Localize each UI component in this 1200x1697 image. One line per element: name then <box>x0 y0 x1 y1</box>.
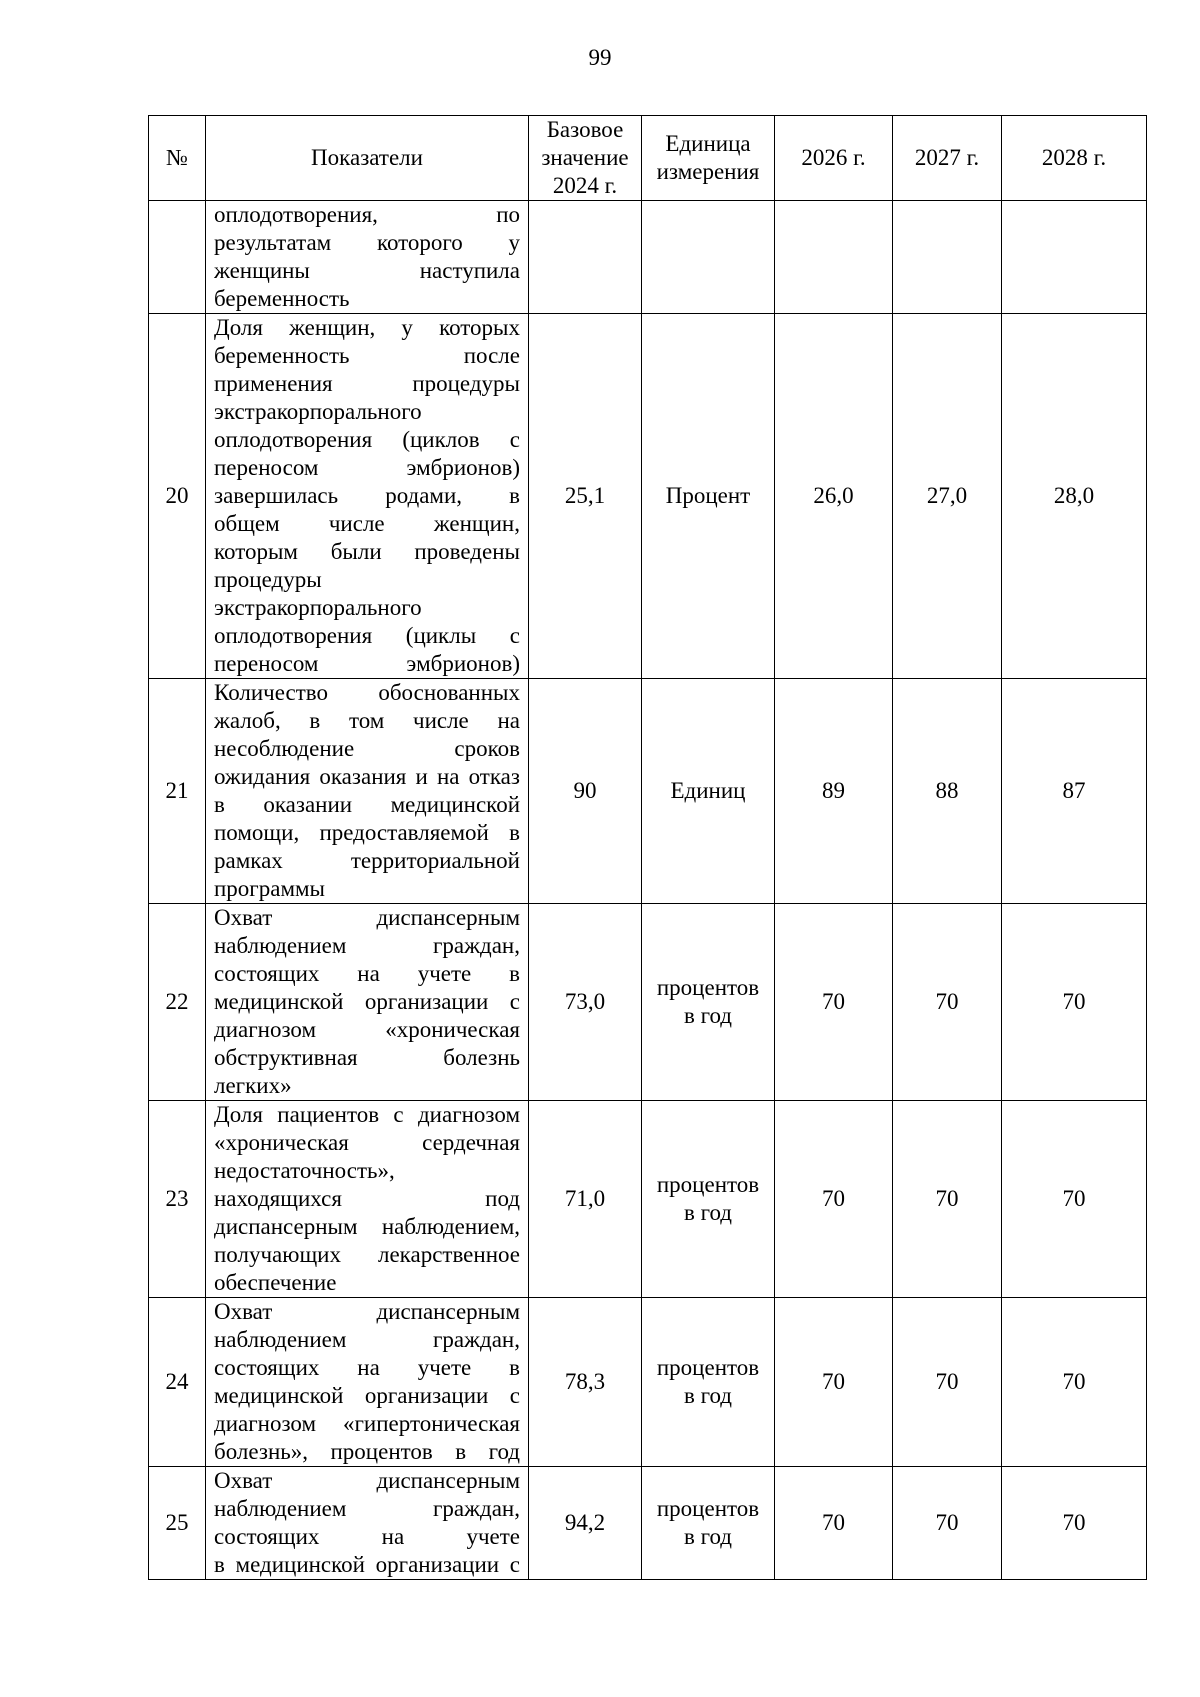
unit-cell <box>642 679 775 904</box>
row-number: 20 <box>149 314 206 679</box>
indicator-line: Охват диспансерным <box>214 1299 520 1324</box>
indicator-description <box>206 1467 529 1580</box>
indicator-line: женщины наступила <box>214 258 520 283</box>
unit-cell <box>642 1101 775 1298</box>
base-value: 78,3 <box>529 1298 642 1467</box>
indicator-description <box>206 1298 529 1467</box>
value-2028 <box>1002 201 1147 314</box>
header-row <box>149 116 1147 201</box>
unit-line: в год <box>683 1524 732 1549</box>
header-base <box>529 116 642 201</box>
indicators-table <box>148 115 1147 1580</box>
indicator-line: «хроническая сердечная <box>214 1130 520 1155</box>
value-2028: 70 <box>1002 904 1147 1101</box>
unit-line: Единиц <box>670 778 746 803</box>
header-unit-line: Единица <box>665 131 751 156</box>
indicator-line: жалоб, в том числе на <box>214 708 520 733</box>
indicator-line: болезнь», процентов в год <box>214 1439 520 1464</box>
value-2026: 26,0 <box>775 314 893 679</box>
indicator-line: наблюдением граждан, <box>214 1496 520 1521</box>
indicator-line: Доля женщин, у которых <box>214 315 520 340</box>
indicator-line: обеспечение <box>214 1270 337 1295</box>
indicator-line: Доля пациентов с диагнозом <box>214 1102 520 1127</box>
base-value: 94,2 <box>529 1467 642 1580</box>
table-row <box>149 201 1147 314</box>
row-number <box>149 201 206 314</box>
indicator-line: получающих лекарственное <box>214 1242 520 1267</box>
value-2026 <box>775 201 893 314</box>
value-2027: 70 <box>893 1467 1002 1580</box>
value-2028: 28,0 <box>1002 314 1147 679</box>
indicator-line: наблюдением граждан, <box>214 933 520 958</box>
indicator-line: диагнозом «гипертоническая <box>214 1411 520 1436</box>
indicator-line: беременность после <box>214 343 520 368</box>
header-base-line: значение <box>541 145 629 170</box>
value-2028: 70 <box>1002 1298 1147 1467</box>
indicator-line: Охват диспансерным <box>214 905 520 930</box>
indicator-line: оплодотворения, по <box>214 202 520 227</box>
table-row <box>149 1298 1147 1467</box>
indicator-line: состоящих на учете в <box>214 1355 520 1380</box>
indicator-line: помощи, предоставляемой в <box>214 820 520 845</box>
indicator-line: наблюдением граждан, <box>214 1327 520 1352</box>
header-2028: 2028 г. <box>1002 116 1147 201</box>
row-number: 24 <box>149 1298 206 1467</box>
value-2026: 70 <box>775 1101 893 1298</box>
value-2027: 70 <box>893 904 1002 1101</box>
unit-cell <box>642 314 775 679</box>
unit-cell <box>642 904 775 1101</box>
indicator-line: переносом эмбрионов) <box>214 651 520 676</box>
value-2028: 70 <box>1002 1101 1147 1298</box>
indicator-line: рамках территориальной <box>214 848 520 873</box>
unit-line: процентов <box>656 1496 760 1521</box>
indicator-line: легких» <box>214 1073 292 1098</box>
indicator-line: обструктивная болезнь <box>214 1045 520 1070</box>
indicator-line: медицинской организации с <box>214 989 520 1014</box>
indicator-line: экстракорпорального <box>214 595 422 620</box>
unit-line: в год <box>683 1003 732 1028</box>
indicator-line: беременность <box>214 286 350 311</box>
value-2026: 70 <box>775 1467 893 1580</box>
unit-cell <box>642 201 775 314</box>
indicator-line: оплодотворения (циклов с <box>214 427 520 452</box>
table-row <box>149 314 1147 679</box>
base-value: 71,0 <box>529 1101 642 1298</box>
indicator-line: общем числе женщин, <box>214 511 520 536</box>
indicator-line: применения процедуры <box>214 371 520 396</box>
indicator-line: диспансерным наблюдением, <box>214 1214 520 1239</box>
indicator-line: в медицинской организации с <box>214 1552 520 1577</box>
header-2026: 2026 г. <box>775 116 893 201</box>
indicator-description <box>206 201 529 314</box>
unit-line: в год <box>683 1200 732 1225</box>
value-2027: 70 <box>893 1298 1002 1467</box>
value-2026: 70 <box>775 904 893 1101</box>
indicator-line: Охват диспансерным <box>214 1468 520 1493</box>
unit-cell <box>642 1467 775 1580</box>
value-2026: 89 <box>775 679 893 904</box>
value-2027: 27,0 <box>893 314 1002 679</box>
indicator-line: ожидания оказания и на отказ <box>214 764 520 789</box>
unit-line: процентов <box>656 1355 760 1380</box>
indicator-line: состоящих на учете в <box>214 961 520 986</box>
table-row <box>149 1101 1147 1298</box>
table-body <box>149 201 1147 1580</box>
indicator-line: несоблюдение сроков <box>214 736 520 761</box>
table-row <box>149 1467 1147 1580</box>
value-2028: 87 <box>1002 679 1147 904</box>
row-number: 25 <box>149 1467 206 1580</box>
indicator-line: оплодотворения (циклы с <box>214 623 520 648</box>
row-number: 21 <box>149 679 206 904</box>
header-base-line: 2024 г. <box>552 173 618 198</box>
header-unit-line: измерения <box>656 159 760 184</box>
unit-line: процентов <box>656 1172 760 1197</box>
indicator-line: в оказании медицинской <box>214 792 520 817</box>
value-2026: 70 <box>775 1298 893 1467</box>
header-unit <box>642 116 775 201</box>
indicator-line: которым были проведены <box>214 539 520 564</box>
unit-line: в год <box>683 1383 732 1408</box>
indicator-line: переносом эмбрионов) <box>214 455 520 480</box>
value-2028: 70 <box>1002 1467 1147 1580</box>
unit-cell <box>642 1298 775 1467</box>
table-row <box>149 904 1147 1101</box>
header-num: № <box>149 116 206 201</box>
base-value: 25,1 <box>529 314 642 679</box>
indicator-description <box>206 1101 529 1298</box>
base-value: 73,0 <box>529 904 642 1101</box>
row-number: 22 <box>149 904 206 1101</box>
header-2027: 2027 г. <box>893 116 1002 201</box>
indicator-line: завершилась родами, в <box>214 483 520 508</box>
indicator-description <box>206 679 529 904</box>
header-indicator: Показатели <box>206 116 529 201</box>
indicator-line: недостаточность», <box>214 1158 395 1183</box>
value-2027: 88 <box>893 679 1002 904</box>
page-number: 99 <box>588 45 612 70</box>
value-2027: 70 <box>893 1101 1002 1298</box>
row-number: 23 <box>149 1101 206 1298</box>
indicator-description <box>206 314 529 679</box>
header-base-line: Базовое <box>546 117 624 142</box>
base-value: 90 <box>529 679 642 904</box>
indicator-line: диагнозом «хроническая <box>214 1017 520 1042</box>
unit-line: Процент <box>665 483 751 508</box>
value-2027 <box>893 201 1002 314</box>
table-row <box>149 679 1147 904</box>
indicator-line: программы <box>214 876 326 901</box>
indicator-line: экстракорпорального <box>214 399 422 424</box>
indicator-line: медицинской организации с <box>214 1383 520 1408</box>
indicator-line: состоящих на учете <box>214 1524 520 1549</box>
indicator-description <box>206 904 529 1101</box>
indicator-line: процедуры <box>214 567 322 592</box>
unit-line: процентов <box>656 975 760 1000</box>
indicator-line: результатам которого у <box>214 230 520 255</box>
base-value <box>529 201 642 314</box>
indicator-line: Количество обоснованных <box>214 680 520 705</box>
indicator-line: находящихся под <box>214 1186 520 1211</box>
